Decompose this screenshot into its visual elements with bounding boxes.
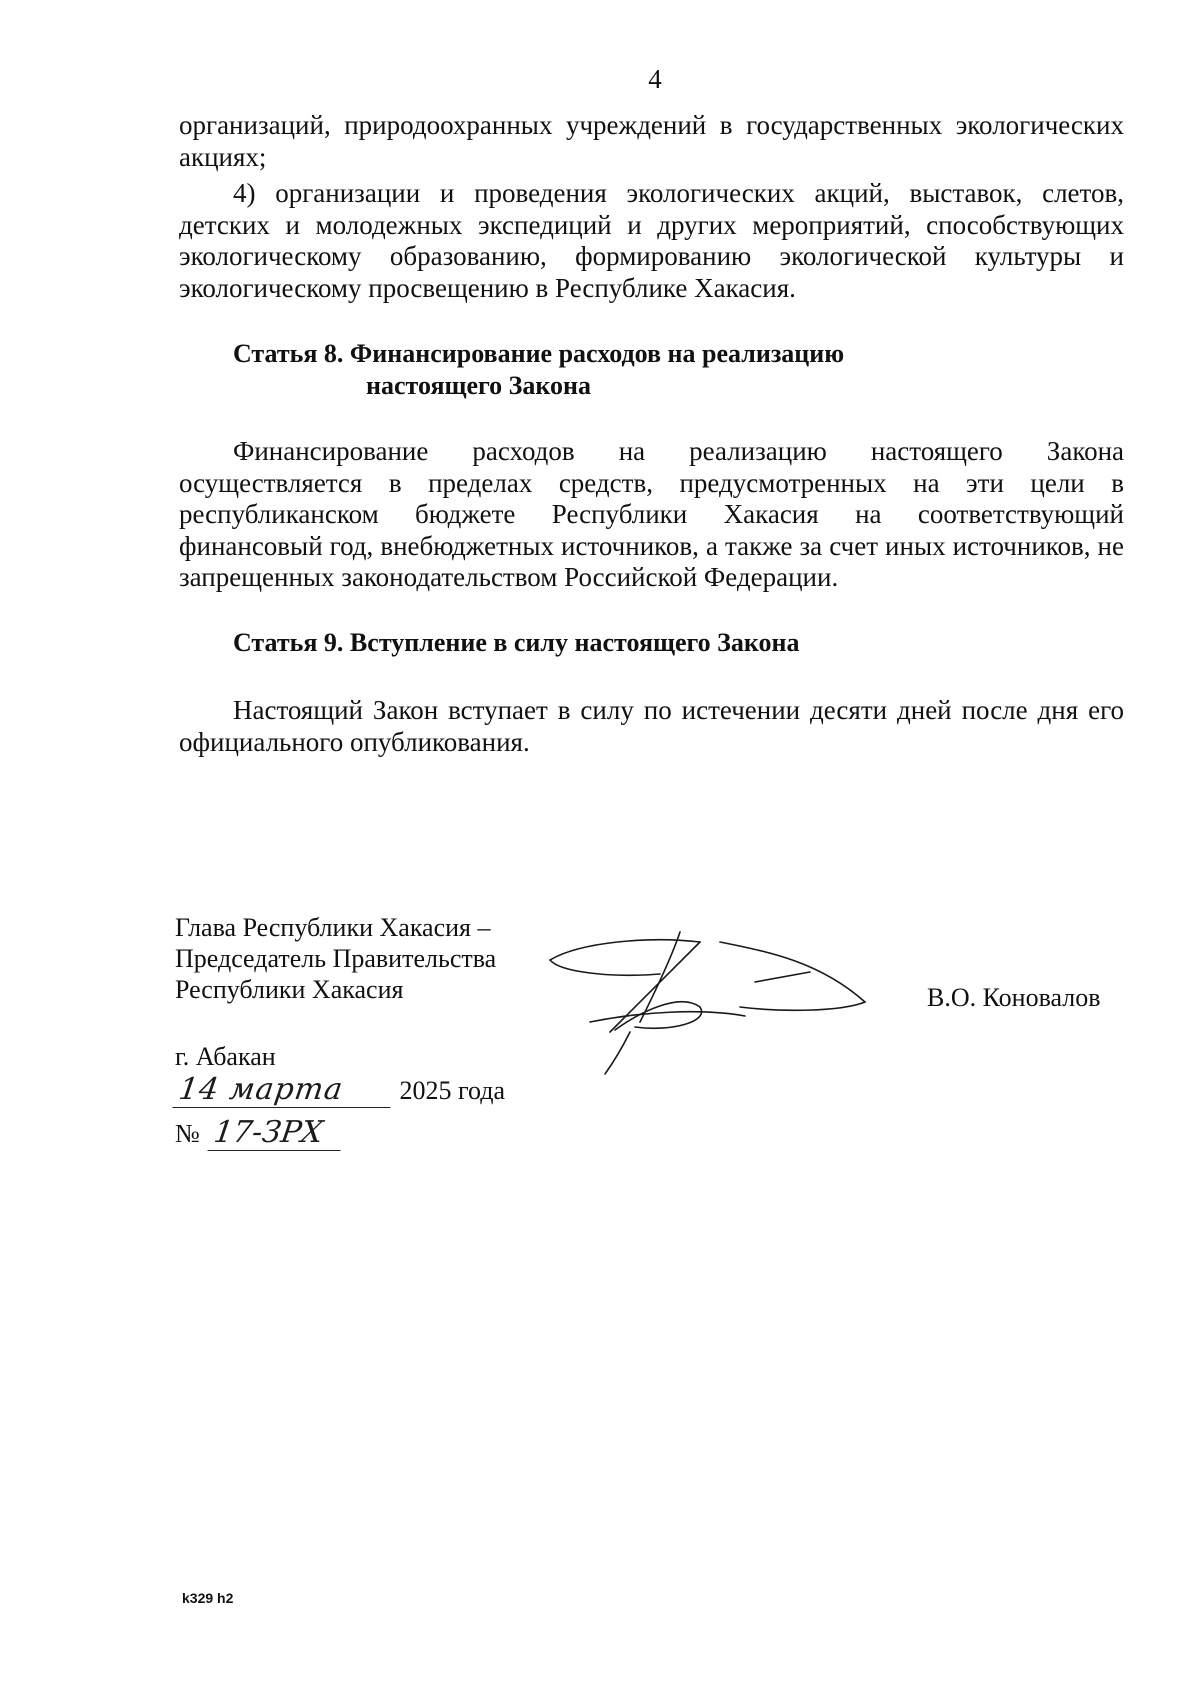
continued-list-text	[179, 110, 1124, 173]
signing-year: 2025 года	[399, 1076, 506, 1105]
signatory-title	[175, 912, 496, 1005]
signatory-name: В.О. Коновалов	[927, 983, 1101, 1012]
signatory-title-line1: Глава Республики Хакасия –	[175, 913, 491, 942]
handwritten-law-number: 17-ЗРХ	[208, 1115, 346, 1151]
article-8-text: Финансирование расходов на реализацию настоящего Закона осуществляется в пределах средств, предусмотренных на эти цели в республиканском бюджете Республики Хакасия на соответствующий финансовый год, внебюджетных источников, а также за счет иных источников, не запрещенных законодательством Российской Федерации.	[179, 436, 1124, 592]
article-9-text: Настоящий Закон вступает в силу по истечении десяти дней после дня его официального опубликования.	[179, 695, 1124, 757]
paragraph-continuation: организаций, природоохранных учреждений в государственных экологических акциях;	[179, 110, 1124, 172]
article-8-heading-line1: Статья 8. Финансирование расходов на реализацию	[233, 339, 845, 368]
handwritten-signature	[520, 912, 880, 1082]
article-8-body	[179, 436, 1124, 594]
signing-date	[175, 1072, 505, 1112]
number-sign: №	[175, 1119, 200, 1148]
handwritten-date: 14 марта	[172, 1072, 395, 1108]
signatory-title-line3: Республики Хакасия	[175, 975, 404, 1004]
article-8-heading-line2: настоящего Закона	[366, 371, 592, 400]
page-number: 4	[648, 64, 662, 94]
list-item-4	[179, 178, 1124, 304]
article-8-heading	[233, 338, 844, 402]
paragraph-item-4: 4) организации и проведения экологических акций, выставок, слетов, детских и молодежных экспедиций и других мероприятий, способствующих экологическому образованию, формированию экологической культуры и экологическому просвещению в Республике Хакасия.	[179, 178, 1124, 303]
document-code: k329 h2	[182, 1590, 234, 1606]
article-9-body	[179, 695, 1124, 758]
law-number	[175, 1115, 343, 1151]
signatory-title-line2: Председатель Правительства	[175, 944, 497, 973]
article-9-heading: Статья 9. Вступление в силу настоящего Закона	[233, 628, 800, 657]
signing-place: г. Абакан	[175, 1042, 276, 1071]
